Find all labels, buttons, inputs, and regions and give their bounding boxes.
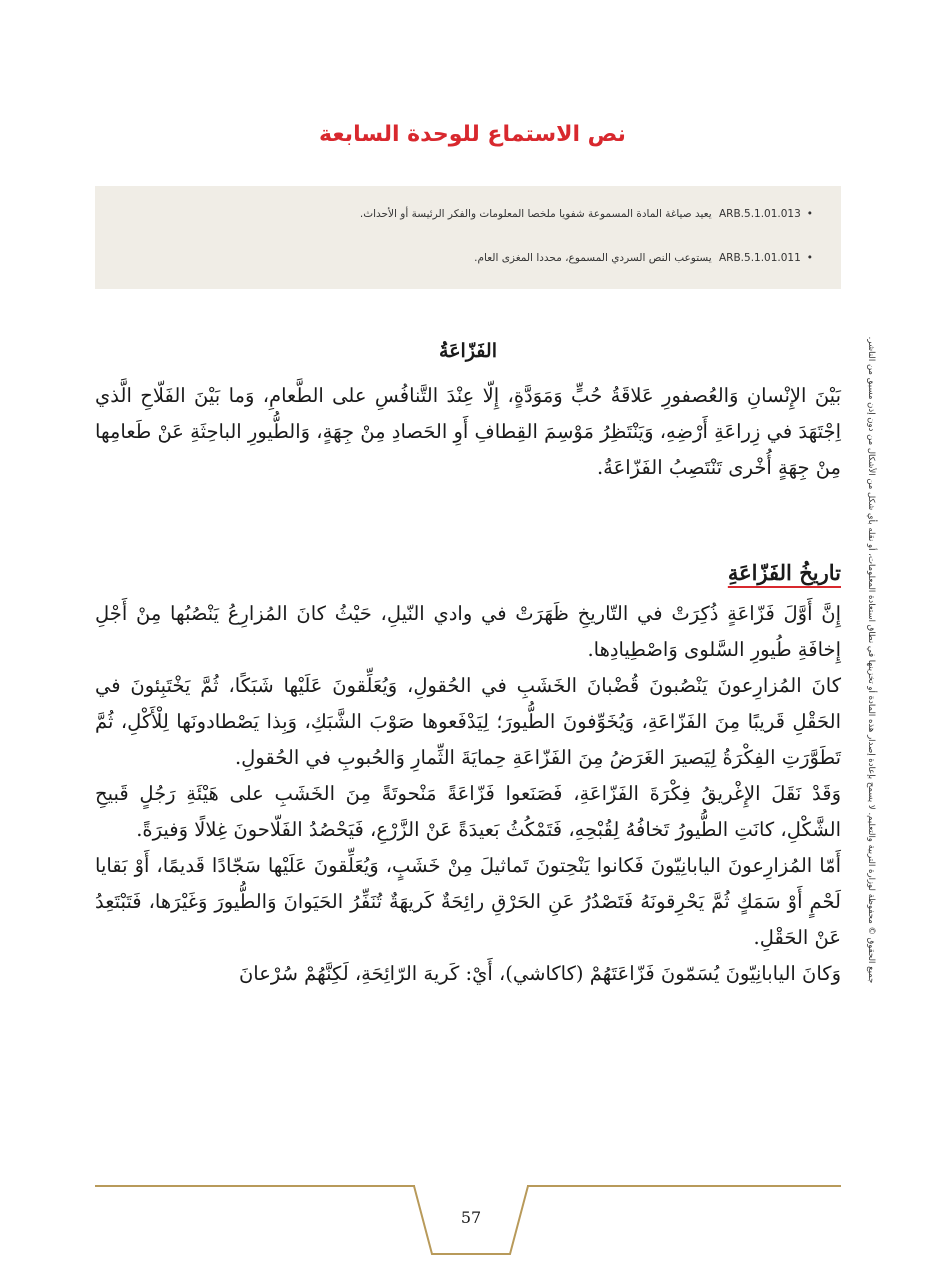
body-paragraph: وَقَدْ نَقَلَ الإِغْريقُ فِكْرَةَ الفَزّاعَةِ، فَصَنَعوا فَزّاعَةً مَنْحوتَةً مِنَ الخَشَبِ على هَيْئَةِ رَجُلٍ قَبيحِ الشَّكْلِ، كانَتِ الطُّيورُ تَخافُهُ لِقُبْحِهِ، فَتَمْكُثُ بَعيدَةً عَنْ الزَّرْعِ، فَيَحْصُدُ الفَلّاحونَ غِلالًا وَفيرَةً.: [95, 782, 841, 841]
bullet-icon: •: [806, 208, 813, 220]
history-section: [95, 596, 841, 992]
page-number: 57: [460, 1208, 482, 1227]
objective-code: ARB.5.1.01.013: [719, 208, 801, 220]
objective-text: يستوعب النص السردي المسموع، محددا المغزى العام.: [474, 252, 712, 264]
learning-objectives-box: [95, 186, 841, 289]
copyright-side-note: [864, 300, 878, 1020]
body-paragraph: إِنَّ أَوَّلَ فَزّاعَةٍ ذُكِرَتْ في التّاريخِ ظَهَرَتْ في وادي النّيلِ، حَيْثُ كانَ المُزارِعُ يَنْصُبُها مِنْ أَجْلِ إِخافَةِ طُيورِ السَّلوى وَاصْطِيادِها.: [95, 602, 841, 661]
section-heading-text: تاريخُ الفَزّاعَةِ: [727, 560, 841, 585]
objective-item: [360, 208, 813, 220]
footer-rule-right: [527, 1185, 841, 1187]
unit-title: نص الاستماع للوحدة السابعة: [319, 122, 626, 147]
copyright-text: جميع الحقوق © محفوظة لوزارة التربية والتعليم. لا يسمح بإعادة إصدار هذه المادة أو تخزينها في نطاق استعادة المعلومات، أو نقله بأي شكل من الأشكال من دون إذن مسبق من الناشر.: [866, 336, 876, 984]
bullet-icon: •: [806, 252, 813, 264]
objective-item: [474, 252, 813, 264]
article-title: الفَزّاعَةُ: [439, 340, 497, 362]
body-paragraph: وَكانَ اليابانِيّونَ يُسَمّونَ فَزّاعَتَهُمْ (كاكاشي)، أَيْ: كَريهَ الرّائِحَةِ، لَكِنَّهُمْ سُرْعانَ: [238, 962, 841, 985]
objective-code: ARB.5.1.01.011: [719, 252, 801, 264]
section-heading: [95, 560, 841, 585]
body-paragraph: أَمّا المُزارِعونَ اليابانِيّونَ فَكانوا يَنْحِتونَ تَماثيلَ مِنْ خَشَبٍ، وَيُعَلِّقونَ عَلَيْها سَجّادًا قَديمًا، أَوْ بَقايا لَحْمٍ أَوْ سَمَكٍ ثُمَّ يَحْرِقونَهُ فَتَصْدُرُ عَنِ الحَرْقِ رائِحَةٌ كَريهَةٌ تُنَفِّرُ الحَيَوانَ وَالطُّيورَ وَغَيْرَها، فَتَبْتَعِدُ عَنْ الحَقْلِ.: [95, 854, 841, 949]
footer-rule-left: [95, 1185, 415, 1187]
intro-paragraph: بَيْنَ الإِنْسانِ وَالعُصفورِ عَلاقَةُ حُبٍّ وَمَوَدَّةٍ، إِلّا عِنْدَ التَّنافُسِ على الطَّعامِ، وَما بَيْنَ الفَلّاحِ الَّذي اِجْتَهَدَ في زِراعَةِ أَرْضِهِ، وَيَنْتَظِرُ مَوْسِمَ القِطافِ أَوِ الحَصادِ مِنْ جِهَةٍ، وَالطُّيورِ الباحِثَةِ عَنْ طَعامِها مِنْ جِهَةٍ أُخْرى تَنْتَصِبُ الفَزّاعَةُ.: [95, 384, 841, 479]
body-paragraph: كانَ المُزارِعونَ يَنْصُبونَ قُضْبانَ الخَشَبِ في الحُقولِ، وَيُعَلِّقونَ عَلَيْها شَبَكًا، ثُمَّ يَخْتَبِئونَ في الحَقْلِ قَريبًا مِنَ الفَزّاعَةِ، وَيُخَوِّفونَ الطُّيورَ؛ لِيَدْفَعوها صَوْبَ الشَّبَكِ، وَبِذا يَصْطادونَها لِلْأَكْلِ، ثُمَّ تَطَوَّرَتِ الفِكْرَةُ لِيَصيرَ الغَرَضُ مِنَ الفَزّاعَةِ حِمايَةَ الثِّمارِ وَالحُبوبِ في الحُقولِ.: [95, 674, 841, 769]
objective-text: يعيد صياغة المادة المسموعة شفويا ملخصا المعلومات والفكر الرئيسة أو الأحداث.: [359, 208, 712, 220]
